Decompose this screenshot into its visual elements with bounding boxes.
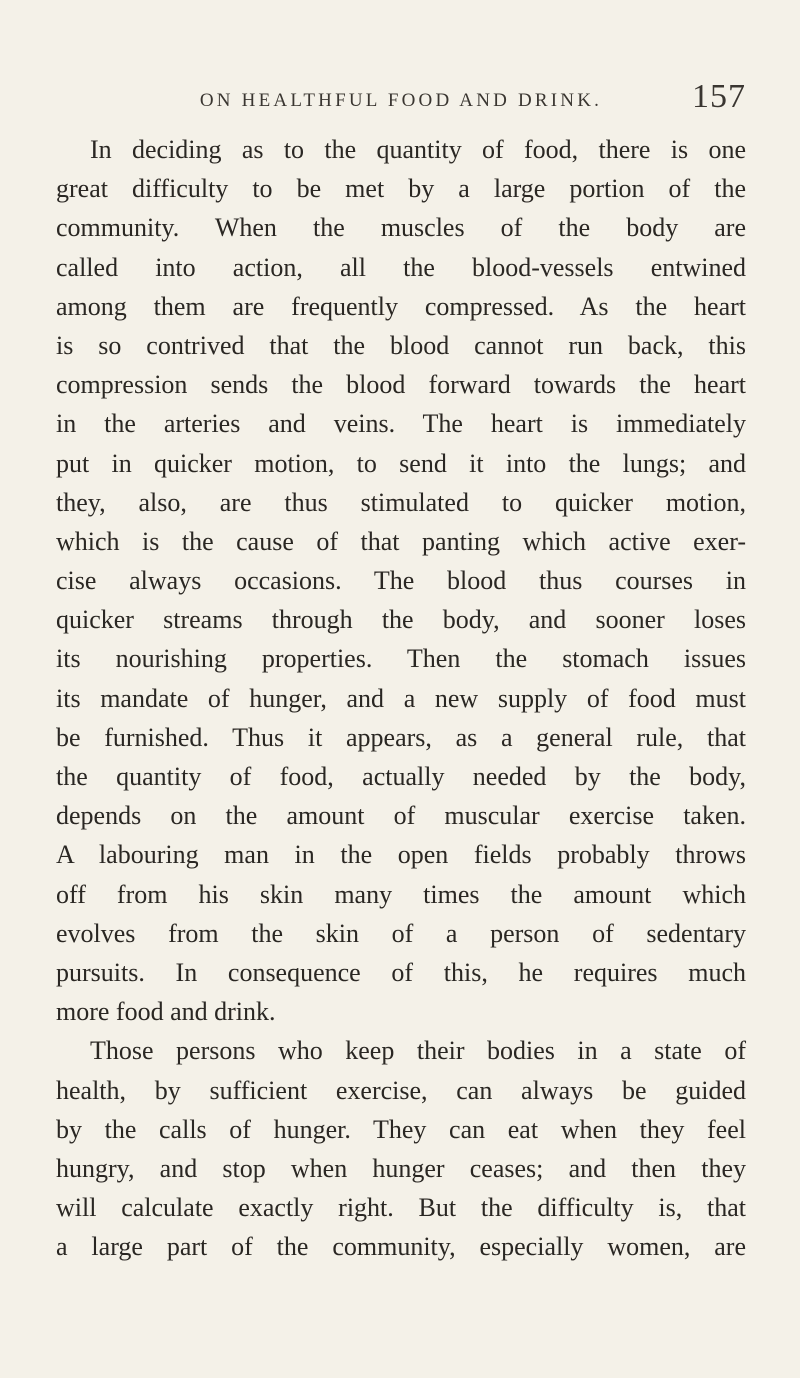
text-line: its nourishing properties. Then the stomach issues [56,644,746,674]
text-line: they, also, are thus stimulated to quicker motion, [56,487,746,517]
text-line: A labouring man in the open fields probably throws [56,840,746,870]
text-line: quicker streams through the body, and sooner loses [56,605,746,635]
text-line: evolves from the skin of a person of sedentary [56,918,746,948]
running-head-title: ON HEALTHFUL FOOD AND DRINK. [199,90,603,111]
text-line: among them are frequently compressed. As the heart [56,291,746,321]
text-line: more food and drink. [56,997,276,1027]
text-line: depends on the amount of muscular exercise taken. [56,801,746,831]
text-line: is so contrived that the blood cannot run back, this [56,330,746,360]
text-line: cise always occasions. The blood thus courses in [56,566,746,596]
text-line: health, by sufficient exercise, can always be guided [56,1075,746,1105]
text-line: compression sends the blood forward towards the heart [56,370,746,400]
text-line: pursuits. In consequence of this, he requires much [56,957,746,987]
text-line: in the arteries and veins. The heart is immediately [56,409,746,439]
text-line: In deciding as to the quantity of food, there is one [90,135,746,164]
text-line: great difficulty to be met by a large portion of the [56,174,746,204]
text-line: a large part of the community, especially women, are [56,1232,746,1262]
page-number: 157 [692,78,746,115]
text-line: put in quicker motion, to send it into the lungs; and [56,448,746,478]
text-line: hungry, and stop when hunger ceases; and then they [56,1153,746,1183]
text-line: Those persons who keep their bodies in a state of [90,1036,746,1066]
text-line: be furnished. Thus it appears, as a general rule, that [56,722,746,752]
running-head [56,78,746,118]
text-line: will calculate exactly right. But the difficulty is, that [56,1193,746,1223]
text-line: called into action, all the blood-vessels entwined [56,252,746,282]
text-line: by the calls of hunger. They can eat when they feel [56,1114,746,1144]
body-text [56,130,746,1266]
text-line: off from his skin many times the amount which [56,879,746,909]
text-line: which is the cause of that panting which active exer- [56,526,746,556]
text-line: community. When the muscles of the body are [56,213,746,243]
text-line: the quantity of food, actually needed by the body, [56,762,746,791]
text-line: its mandate of hunger, and a new supply of food must [56,683,746,713]
